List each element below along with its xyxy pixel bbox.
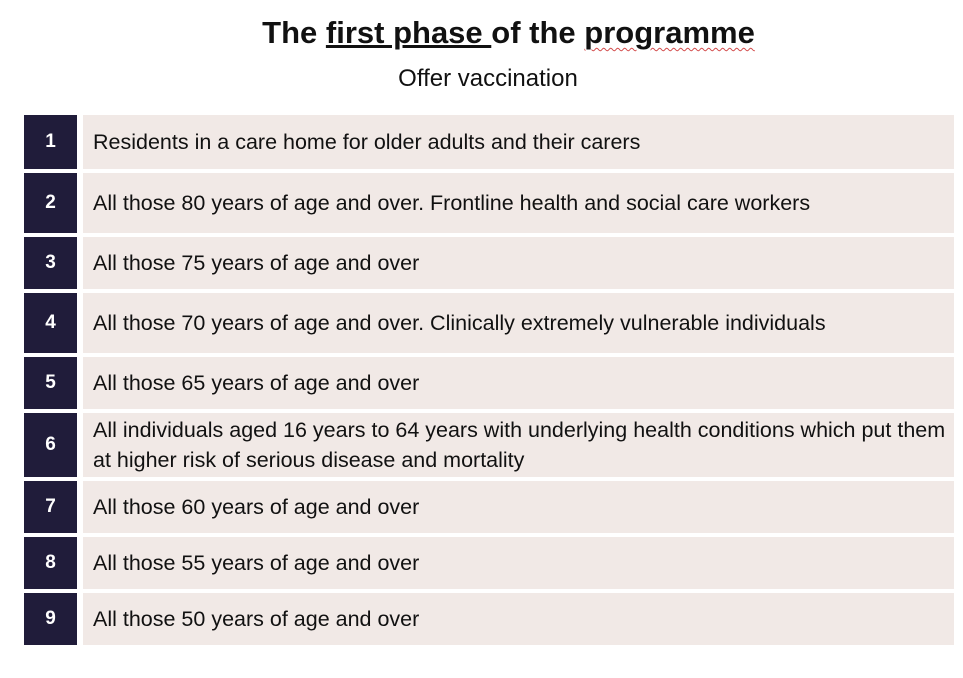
- priority-row-8: [24, 537, 954, 589]
- priority-description: All individuals aged 16 years to 64 years with underlying health conditions which put them at higher risk of serious disease and mortality: [83, 413, 954, 477]
- priority-description: Residents in a care home for older adults and their carers: [83, 115, 954, 169]
- title-part-the: The: [262, 15, 326, 50]
- priority-number: 4: [24, 293, 77, 353]
- priority-row-3: [24, 237, 954, 289]
- priority-description: All those 50 years of age and over: [83, 593, 954, 645]
- title-part-of-the: of the: [491, 15, 585, 50]
- subtitle: Offer vaccination: [398, 65, 578, 92]
- priority-number: 1: [24, 115, 77, 169]
- priority-row-7: [24, 481, 954, 533]
- priority-row-4: [24, 293, 954, 353]
- priority-row-2: [24, 173, 954, 233]
- priority-number: 3: [24, 237, 77, 289]
- priority-row-9: [24, 593, 954, 645]
- priority-description: All those 80 years of age and over. Frontline health and social care workers: [83, 173, 954, 233]
- priority-description: All those 65 years of age and over: [83, 357, 954, 409]
- title-part-programme: programme: [584, 15, 755, 50]
- priority-number: 9: [24, 593, 77, 645]
- priority-row-5: [24, 357, 954, 409]
- priority-description: All those 55 years of age and over: [83, 537, 954, 589]
- page-title: [0, 14, 963, 52]
- priority-number: 5: [24, 357, 77, 409]
- priority-description: All those 75 years of age and over: [83, 237, 954, 289]
- priority-description: All those 60 years of age and over: [83, 481, 954, 533]
- priority-number: 7: [24, 481, 77, 533]
- priority-number: 2: [24, 173, 77, 233]
- priority-row-6: [24, 413, 954, 477]
- title-part-first-phase: first phase: [325, 15, 492, 50]
- priority-description: All those 70 years of age and over. Clinically extremely vulnerable individuals: [83, 293, 954, 353]
- priority-row-1: [24, 115, 954, 169]
- priority-number: 6: [24, 413, 77, 477]
- priority-number: 8: [24, 537, 77, 589]
